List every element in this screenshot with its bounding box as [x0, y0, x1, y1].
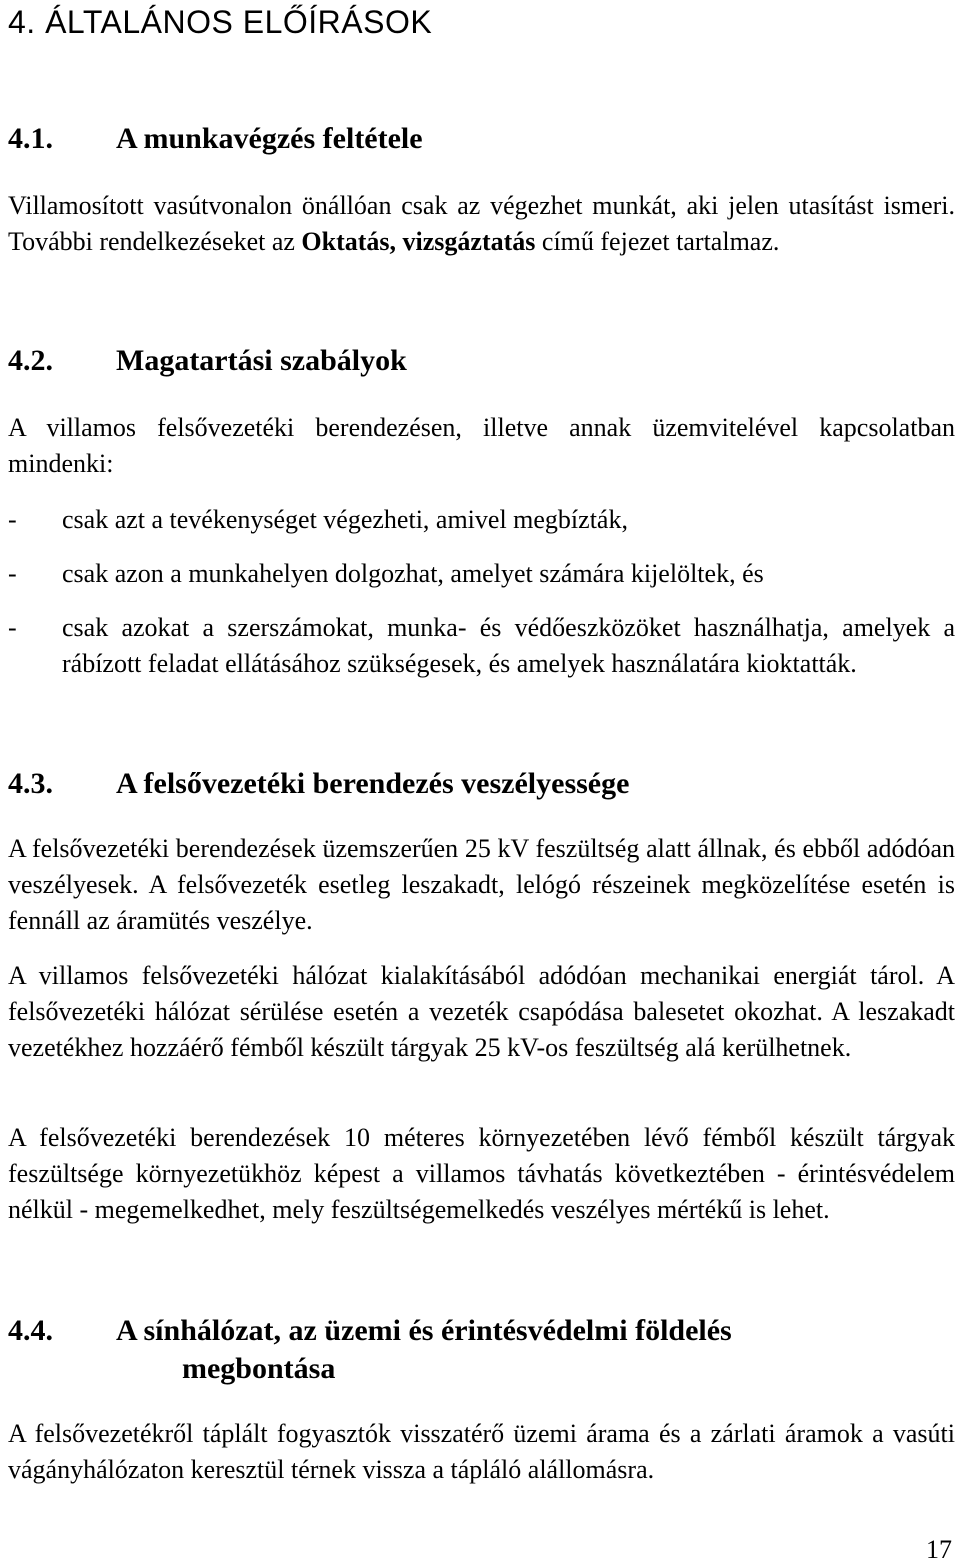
section-number: 4.3.: [8, 767, 53, 800]
chapter-heading: 4. ÁLTALÁNOS ELŐÍRÁSOK: [8, 4, 433, 40]
paragraph-text: című fejezet tartalmaz.: [535, 227, 780, 256]
paragraph-4-3-3: A felsővezetéki berendezések 10 méteres környezetében lévő fémből készült tárgyak feszültsége környezetükhöz képest a villamos távhatás következtében - érintésvédelem nélkül - megemelkedhet, mely feszültségemelkedés veszélyes mértékű is lehet.: [8, 1123, 955, 1224]
paragraph-4-2-intro: A villamos felsővezetéki berendezésen, illetve annak üzemvitelével kapcsolatban mindenki:: [8, 413, 955, 478]
bullet-dash: -: [8, 613, 17, 642]
bullet-dash: -: [8, 505, 17, 534]
list-item-text: csak azokat a szerszámokat, munka- és védőeszközöket használhatja, amelyek a rábízott feladat ellátásához szükségesek, és amelyek használatára kioktatták.: [62, 613, 955, 678]
section-title: A felsővezetéki berendezés veszélyessége: [116, 767, 630, 800]
list-item-text: csak azt a tevékenységet végezheti, amivel megbízták,: [62, 505, 628, 534]
section-number: 4.1.: [8, 122, 53, 155]
section-title-continued: megbontása: [182, 1352, 336, 1385]
paragraph-4-3-1: A felsővezetéki berendezések üzemszerűen 25 kV feszültség alatt állnak, és ebből adódóan veszélyesek. A felsővezeték esetleg leszakadt, lelógó részeinek megközelítése esetén is fennáll az áramütés veszélye.: [8, 834, 955, 935]
paragraph-4-1: [8, 188, 955, 260]
section-number: 4.4.: [8, 1314, 53, 1347]
page-number: 17: [926, 1535, 952, 1564]
section-title: Magatartási szabályok: [116, 344, 407, 377]
section-number: 4.2.: [8, 344, 53, 377]
bold-reference: Oktatás, vizsgáztatás: [301, 227, 536, 256]
paragraph-4-3-2: A villamos felsővezetéki hálózat kialakításából adódóan mechanikai energiát tárol. A felsővezetéki hálózat sérülése esetén a vezeték csapódása balesetet okozhat. A leszakadt vezetékhez hozzáérő fémből készült tárgyak 25 kV-os feszültség alá kerülhetnek.: [8, 961, 955, 1062]
section-title: A sínhálózat, az üzemi és érintésvédelmi földelés: [116, 1314, 732, 1347]
list-item-text: csak azon a munkahelyen dolgozhat, amelyet számára kijelöltek, és: [62, 559, 764, 588]
section-title: A munkavégzés feltétele: [116, 122, 423, 155]
paragraph-4-4: A felsővezetékről táplált fogyasztók visszatérő üzemi árama és a zárlati áramok a vasúti vágányhálózaton keresztül térnek vissza a tápláló alállomásra.: [8, 1419, 955, 1484]
bullet-dash: -: [8, 559, 17, 588]
paragraph-text: Villamosított vasútvonalon önállóan csak az végezhet munkát, aki jelen utasítást ismeri. További rendelkezéseket az: [8, 191, 955, 256]
